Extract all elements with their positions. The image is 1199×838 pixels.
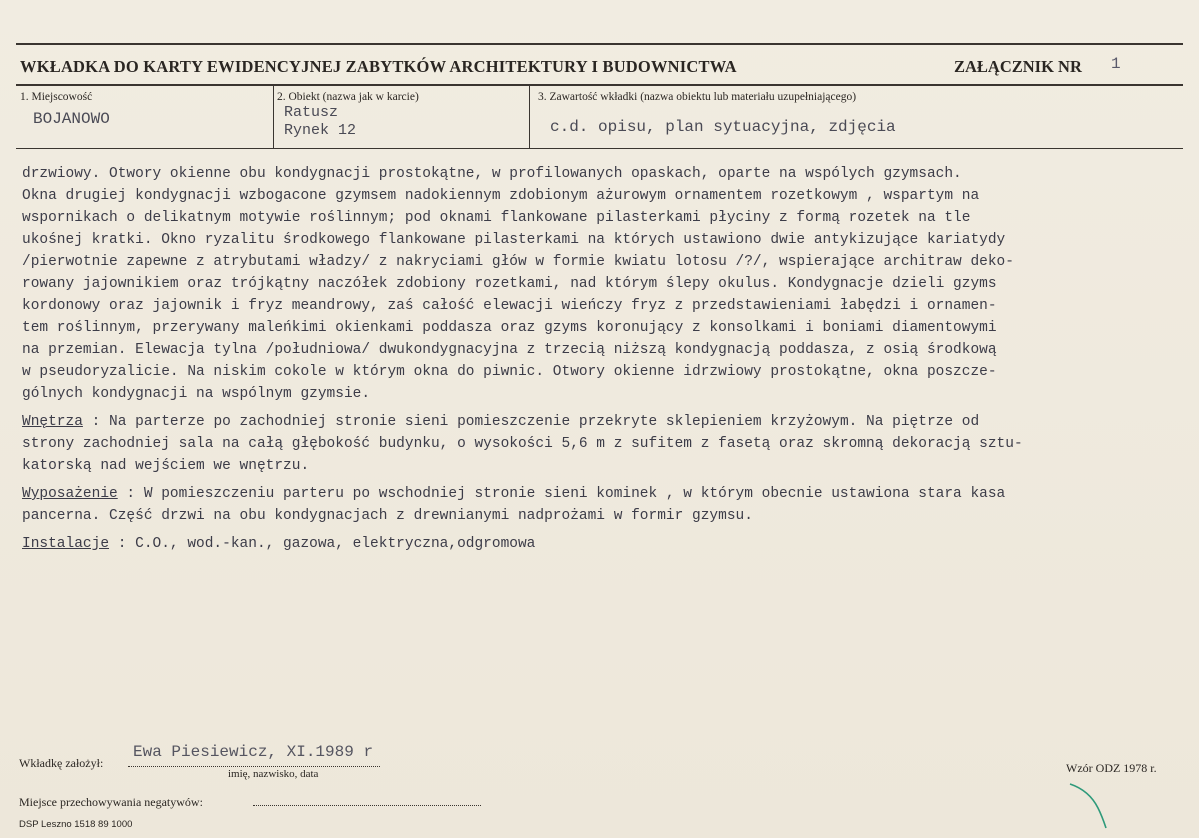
negatives-dotted-line <box>253 805 481 806</box>
text-line: ukośnej kratki. Okno ryzalitu środkowego flankowane pilasterkami na których ustawiono dwie antykizujące kariatydy <box>22 232 1006 248</box>
check-mark-icon <box>1068 782 1128 832</box>
field-2-value-line2: Rynek 12 <box>284 122 357 139</box>
text-line: rowany jajownikiem oraz trójkątny naczółek zdobiony rozetkami, nad którym ślepy okulus. Kondygnacje dzieli gzyms <box>22 276 997 292</box>
interior-section <box>22 411 1182 477</box>
form-title: WKŁADKA DO KARTY EWIDENCYJNEJ ZABYTKÓW ARCHITEKTURY I BUDOWNICTWA <box>20 57 737 76</box>
equipment-section <box>22 483 1182 527</box>
negatives-label: Miejsce przechowywania negatywów: <box>19 795 203 809</box>
description-text <box>22 163 1182 555</box>
text-line: w pseudoryzalicie. Na niskim cokole w którym okna do piwnic. Otwory okienne idrzwiowy prostokątne, okna poszcze- <box>22 364 997 380</box>
printer-imprint: DSP Leszno 1518 89 1000 <box>19 819 133 830</box>
field-2-label: 2. Obiekt (nazwa jak w karcie) <box>277 91 419 103</box>
text-line: drzwiowy. Otwory okienne obu kondygnacji prostokątne, w profilowanych opaskach, oparte na wspólych gzymsach. <box>22 166 962 182</box>
text-line: /pierwotnie zapewne z atrybutami władzy/ z nakryciami głów w formie kwiatu lotosu /?/, wspierające architraw deko- <box>22 254 1014 270</box>
annex-label: ZAŁĄCZNIK NR <box>954 57 1082 76</box>
text-line: Okna drugiej kondygnacji wzbogacone gzymsem nadokiennym zdobionym ażurowym ornamentem rozetkowym , wspartym na <box>22 188 980 204</box>
field-divider-1 <box>273 86 274 148</box>
fields-rule <box>16 148 1183 149</box>
installations-label: Instalacje <box>22 536 110 552</box>
text-line: : Na parterze po zachodniej stronie sieni pomieszczenie przekryte sklepieniem krzyżowym. Na piętrze od <box>82 414 980 430</box>
form-template-code: Wzór ODZ 1978 r. <box>1066 761 1157 775</box>
field-3-value: c.d. opisu, plan sytuacyjna, zdjęcia <box>550 118 896 136</box>
top-rule <box>16 43 1183 45</box>
text-line: strony zachodniej sala na całą głębokość budynku, o wysokości 5,6 m z sufitem z fasetą oraz skromną dekoracją sztu- <box>22 436 1023 452</box>
text-line: gólnych kondygnacji na wspólnym gzymsie. <box>22 386 371 402</box>
text-line: wspornikach o delikatnym motywie roślinnym; pod oknami flankowane pilasterkami płyciny z formą rozetek na tle <box>22 210 971 226</box>
text-line: : W pomieszczeniu parteru po wschodniej stronie sieni kominek , w którym obecnie ustawiona stara kasa <box>117 486 1006 502</box>
author-sub-label: imię, nazwisko, data <box>228 768 319 780</box>
text-line: tem roślinnym, przerywany maleńkimi okienkami poddasza oraz gzyms koronujący z konsolkami i boniami diamentowymi <box>22 320 997 336</box>
author-label: Wkładkę założył: <box>19 756 104 770</box>
interior-label: Wnętrza <box>22 414 83 430</box>
text-line: na przemian. Elewacja tylna /południowa/ dwukondygnacyjna z trzecią niższą kondygnacją poddasza, z osią środkową <box>22 342 997 358</box>
field-2-value-line1: Ratusz <box>284 104 339 121</box>
header-rule <box>16 84 1183 86</box>
field-1-value: BOJANOWO <box>33 110 110 128</box>
field-3-label: 3. Zawartość wkładki (nazwa obiektu lub materiału uzupełniającego) <box>538 91 857 103</box>
field-divider-2 <box>529 86 530 148</box>
author-dotted-line <box>128 766 380 767</box>
author-value: Ewa Piesiewicz, XI.1989 r <box>133 743 374 761</box>
equipment-label: Wyposażenie <box>22 486 118 502</box>
text-line: katorską nad wejściem we wnętrzu. <box>22 458 310 474</box>
text-line: : C.O., wod.-kan., gazowa, elektryczna,odgromowa <box>109 536 536 552</box>
annex-number: 1 <box>1111 55 1121 73</box>
installations-section <box>22 533 1182 555</box>
text-line: pancerna. Część drzwi na obu kondygnacjach z drewnianymi nadprożami w formir gzymsu. <box>22 508 753 524</box>
field-1-label: 1. Miejscowość <box>20 91 93 103</box>
text-line: kordonowy oraz jajownik i fryz meandrowy, zaś całość elewacji wieńczy fryz z przedstawieniami łabędzi i ornamen- <box>22 298 997 314</box>
